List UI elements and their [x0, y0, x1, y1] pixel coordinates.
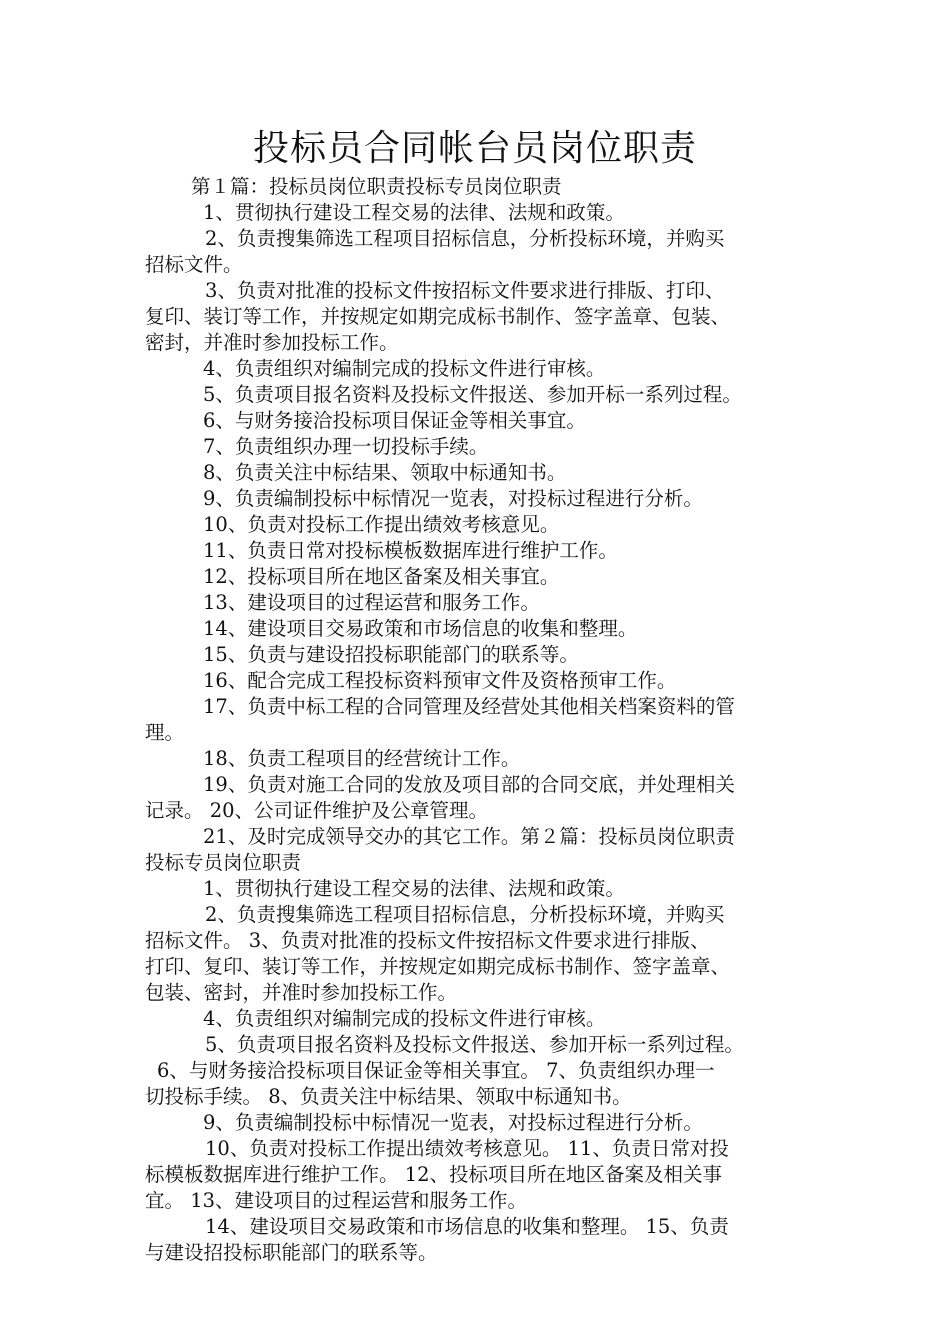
text-line: 5、负责项目报名资料及投标文件报送、参加开标一系列过程。 [205, 1033, 744, 1056]
document-title: 投标员合同帐台员岗位职责 [252, 128, 697, 169]
document-body [145, 174, 813, 1266]
text-line: 7、负责组织办理一切投标手续。 [203, 435, 489, 458]
text-line: 记录。 20、公司证件维护及公章管理。 [145, 799, 489, 822]
text-line: 理。 [145, 721, 185, 744]
text-line: 3、负责对批准的投标文件按招标文件要求进行排版、打印、 [205, 279, 725, 302]
text-line: 投标专员岗位职责 [145, 851, 302, 874]
text-line: 1、贯彻执行建设工程交易的法律、法规和政策。 [203, 877, 625, 900]
text-line: 1、贯彻执行建设工程交易的法律、法规和政策。 [203, 201, 625, 224]
text-line: 招标文件。 3、负责对批准的投标文件按招标文件要求进行排版、 [145, 929, 710, 952]
text-line: 第１篇：投标员岗位职责投标专员岗位职责 [191, 175, 562, 198]
text-line: 4、负责组织对编制完成的投标文件进行审核。 [203, 357, 606, 380]
text-line: 9、负责编制投标中标情况一览表，对投标过程进行分析。 [203, 1111, 703, 1134]
text-line: 宜。 13、建设项目的过程运营和服务工作。 [145, 1189, 528, 1212]
text-line: 切投标手续。 8、负责关注中标结果、领取中标通知书。 [145, 1085, 632, 1108]
text-line: 16、配合完成工程投标资料预审文件及资格预审工作。 [203, 669, 677, 692]
text-line: 6、与财务接洽投标项目保证金等相关事宜。 7、负责组织办理一 [157, 1059, 715, 1082]
text-line: 19、负责对施工合同的发放及项目部的合同交底，并处理相关 [203, 773, 735, 796]
text-line: 18、负责工程项目的经营统计工作。 [203, 747, 521, 770]
text-line: 14、建设项目交易政策和市场信息的收集和整理。 [203, 617, 638, 640]
text-line: 21、及时完成领导交办的其它工作。第２篇：投标员岗位职责 [203, 825, 735, 848]
text-line: 14、建设项目交易政策和市场信息的收集和整理。 15、负责 [205, 1215, 729, 1238]
text-line: 11、负责日常对投标模板数据库进行维护工作。 [203, 539, 618, 562]
text-line: 密封，并准时参加投标工作。 [145, 331, 399, 354]
text-line: 打印、复印、装订等工作，并按规定如期完成标书制作、签字盖章、 [145, 955, 731, 978]
text-line: 10、负责对投标工作提出绩效考核意见。 [203, 513, 560, 536]
text-line: 5、负责项目报名资料及投标文件报送、参加开标一系列过程。 [203, 383, 742, 406]
text-line: 12、投标项目所在地区备案及相关事宜。 [203, 565, 560, 588]
text-line: 10、负责对投标工作提出绩效考核意见。 11、负责日常对投 [205, 1137, 729, 1160]
text-line: 8、负责关注中标结果、领取中标通知书。 [203, 461, 567, 484]
text-line: 9、负责编制投标中标情况一览表，对投标过程进行分析。 [203, 487, 703, 510]
text-line: 4、负责组织对编制完成的投标文件进行审核。 [203, 1007, 606, 1030]
text-line: 13、建设项目的过程运营和服务工作。 [203, 591, 540, 614]
text-line: 包装、密封，并准时参加投标工作。 [145, 981, 458, 1004]
text-line: 17、负责中标工程的合同管理及经营处其他相关档案资料的管 [203, 695, 735, 718]
text-line: 2、负责搜集筛选工程项目招标信息，分析投标环境，并购买 [205, 903, 725, 926]
text-line: 6、与财务接洽投标项目保证金等相关事宜。 [203, 409, 586, 432]
text-line: 15、负责与建设招投标职能部门的联系等。 [203, 643, 579, 666]
text-line: 与建设招投标职能部门的联系等。 [145, 1241, 438, 1264]
text-line: 2、负责搜集筛选工程项目招标信息，分析投标环境，并购买 [205, 227, 725, 250]
text-line: 复印、装订等工作，并按规定如期完成标书制作、签字盖章、包装、 [145, 305, 731, 328]
text-line: 标模板数据库进行维护工作。 12、投标项目所在地区备案及相关事 [145, 1163, 723, 1186]
text-line: 招标文件。 [145, 253, 243, 276]
